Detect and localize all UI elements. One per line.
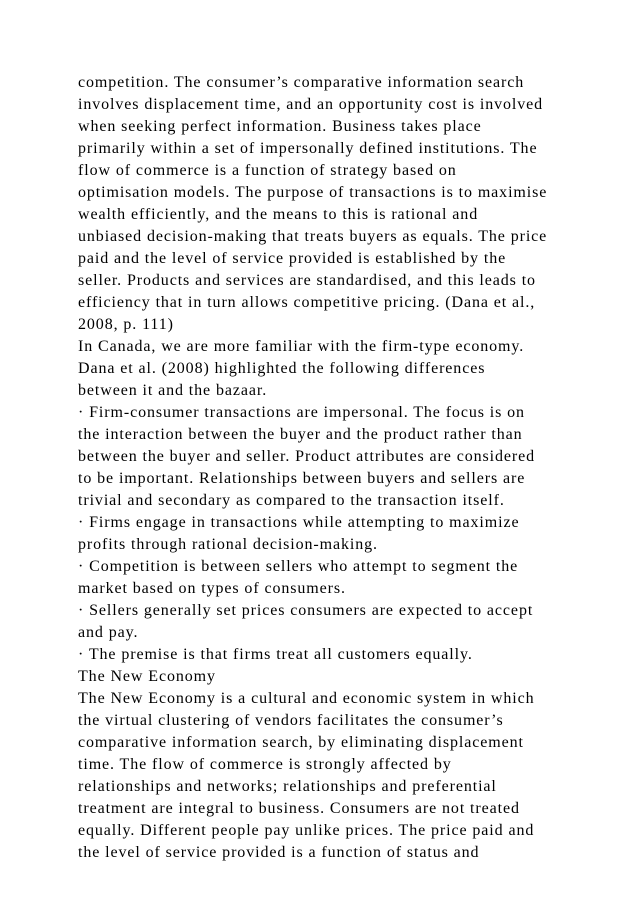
text-line: the interaction between the buyer and the product rather than xyxy=(78,426,523,443)
text-line: paid and the level of service provided is established by the xyxy=(78,250,507,267)
text-line: and pay. xyxy=(78,624,139,641)
text-line: primarily within a set of impersonally defined institutions. The xyxy=(78,140,538,157)
text-line: Dana et al. (2008) highlighted the following differences xyxy=(78,360,486,377)
text-line: involves displacement time, and an opportunity cost is involved xyxy=(78,96,544,113)
text-line: the level of service provided is a function of status and xyxy=(78,844,480,861)
text-line: wealth efficiently, and the means to this is rational and xyxy=(78,206,479,223)
text-line: flow of commerce is a function of strategy based on xyxy=(78,162,457,179)
bullet-line: · The premise is that firms treat all customers equally. xyxy=(78,646,473,663)
text-line: to be important. Relationships between buyers and sellers are xyxy=(78,470,526,487)
text-line: comparative information search, by eliminating displacement xyxy=(78,734,524,751)
text-line: market based on types of consumers. xyxy=(78,580,346,597)
citation-line: 2008, p. 111) xyxy=(78,316,174,333)
body-text xyxy=(78,72,568,864)
text-line: unbiased decision-making that treats buyers as equals. The price xyxy=(78,228,548,245)
text-line: profits through rational decision-making. xyxy=(78,536,378,553)
text-line: treatment are integral to business. Consumers are not treated xyxy=(78,800,520,817)
text-line: relationships and networks; relationships and preferential xyxy=(78,778,497,795)
text-line: between the buyer and seller. Product attributes are considered xyxy=(78,448,535,465)
text-line: efficiency that in turn allows competitive pricing. (Dana et al., xyxy=(78,294,536,311)
text-line: between it and the bazaar. xyxy=(78,382,268,399)
text-line: seller. Products and services are standardised, and this leads to xyxy=(78,272,536,289)
text-line: equally. Different people pay unlike prices. The price paid and xyxy=(78,822,535,839)
bullet-line: · Firms engage in transactions while attempting to maximize xyxy=(78,514,520,531)
text-line: optimisation models. The purpose of transactions is to maximise xyxy=(78,184,548,201)
text-line: time. The flow of commerce is strongly affected by xyxy=(78,756,452,773)
bullet-line: · Firm-consumer transactions are impersonal. The focus is on xyxy=(78,404,525,421)
text-line: competition. The consumer’s comparative information search xyxy=(78,74,525,91)
text-line: In Canada, we are more familiar with the firm-type economy. xyxy=(78,338,525,355)
text-line: the virtual clustering of vendors facilitates the consumer’s xyxy=(78,712,504,729)
section-heading: The New Economy xyxy=(78,668,216,685)
text-line: when seeking perfect information. Business takes place xyxy=(78,118,482,135)
text-line: The New Economy is a cultural and economic system in which xyxy=(78,690,535,707)
text-line: trivial and secondary as compared to the transaction itself. xyxy=(78,492,505,509)
bullet-line: · Sellers generally set prices consumers are expected to accept xyxy=(78,602,534,619)
bullet-line: · Competition is between sellers who attempt to segment the xyxy=(78,558,519,575)
